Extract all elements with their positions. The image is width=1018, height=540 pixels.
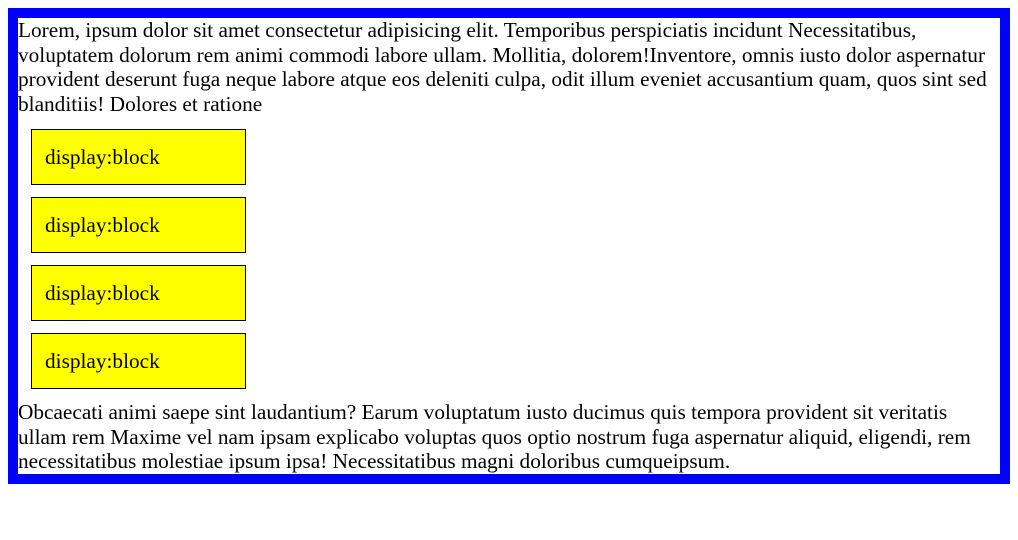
- blue-bordered-container: [8, 8, 1010, 484]
- block-list: [18, 116, 1000, 400]
- intro-paragraph: Lorem, ipsum dolor sit amet consectetur adipisicing elit. Temporibus perspiciatis incidunt Necessitatibus, voluptatem dolorum rem animi commodi labore ullam. Mollitia, dolorem!Inventore, omnis iusto dolor aspernatur provident deserunt fuga neque labore atque eos deleniti culpa, odit illum eveniet accusantium quam, quos sint sed blanditiis! Dolores et ratione: [18, 18, 987, 116]
- block-box-1: display:block: [31, 129, 246, 185]
- block-box-4: display:block: [31, 333, 246, 389]
- block-box-3: display:block: [31, 265, 246, 321]
- block-box-2: display:block: [31, 197, 246, 253]
- outro-paragraph: Obcaecati animi saepe sint laudantium? Earum voluptatum iusto ducimus quis tempora provident sit veritatis ullam rem Maxime vel nam ipsam explicabo voluptas quos optio nostrum fuga aspernatur aliquid, eligendi, rem necessitatibus molestiae ipsum ipsa! Necessitatibus magni doloribus cumqueipsum.: [18, 400, 971, 473]
